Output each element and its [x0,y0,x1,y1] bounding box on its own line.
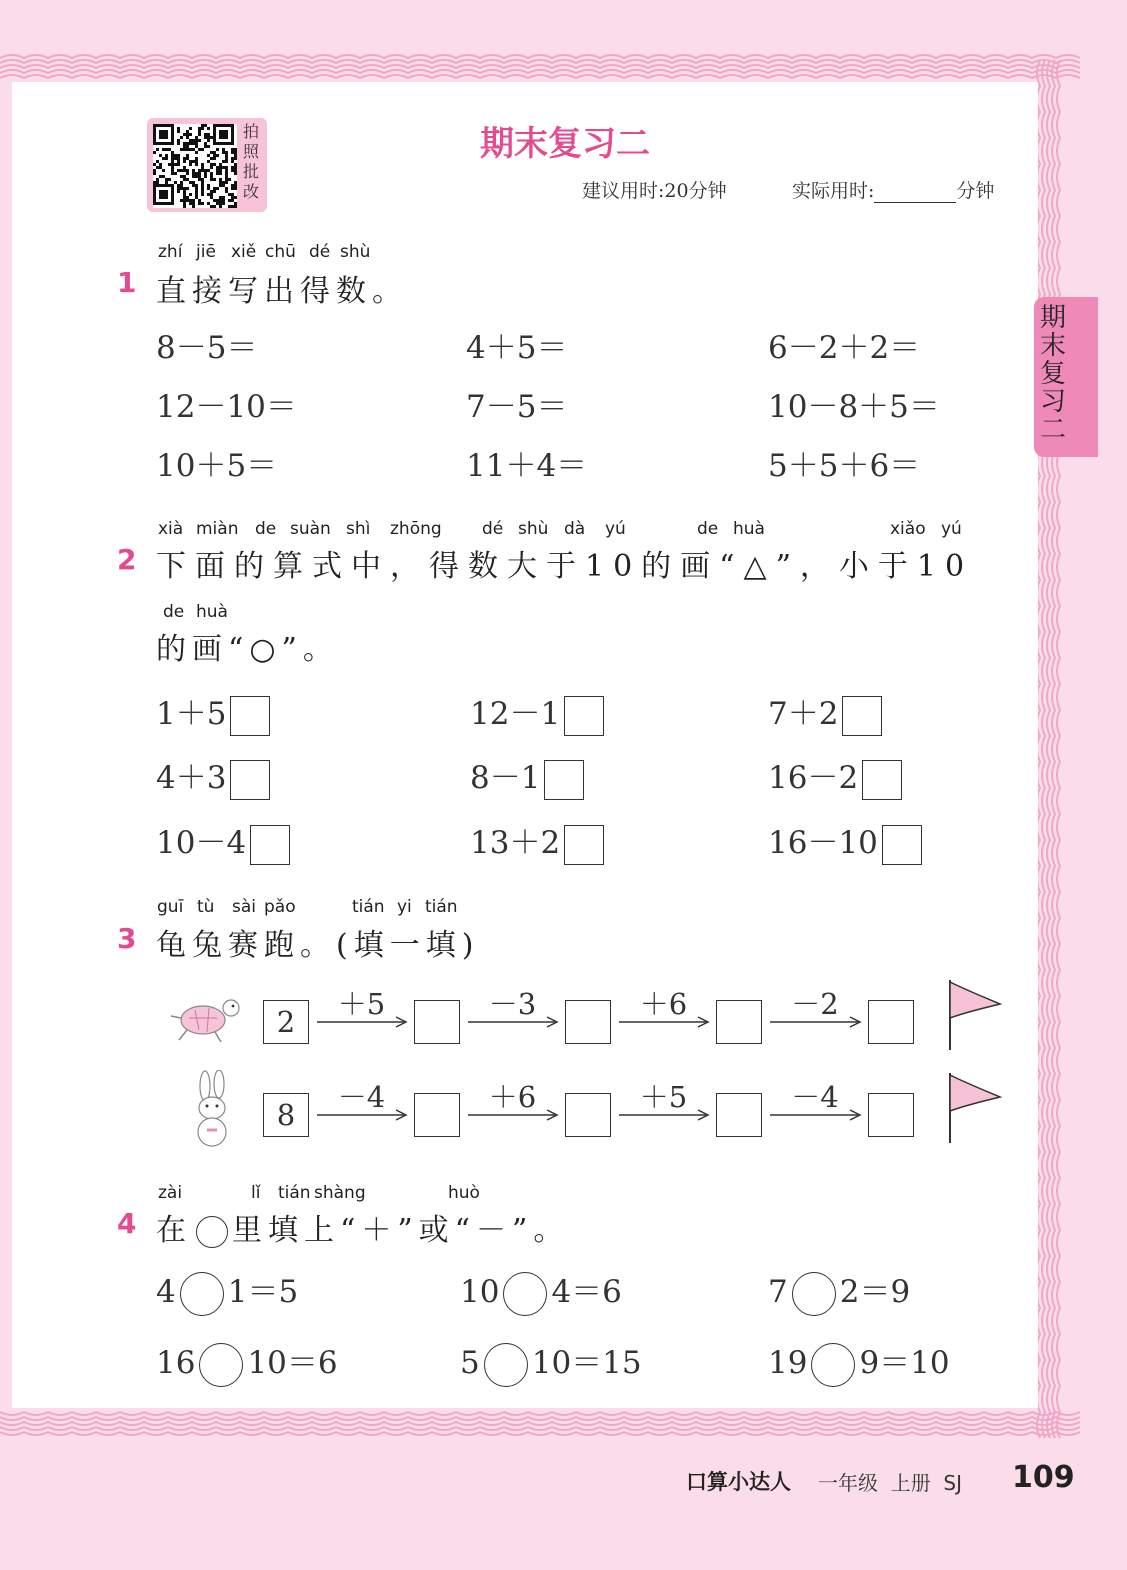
arrow-icon [770,1016,862,1028]
chain-operation: －4 [337,1080,386,1114]
arrow-icon [468,1016,559,1028]
arrow-icon [770,1109,862,1121]
q1-expression: 6－2＋2＝ [768,330,921,366]
q4-right-part: 4＝6 [551,1274,622,1310]
q4-expression [156,1337,338,1387]
q4-left-operand: 19 [768,1345,808,1381]
answer-circle[interactable] [199,1343,243,1387]
pinyin-syllable: de [163,602,185,622]
pinyin-syllable: zhōng [390,519,442,539]
answer-box[interactable] [882,825,922,865]
chain-operation: ＋6 [639,987,688,1021]
pinyin-syllable: shàng [314,1183,366,1203]
q2-expression [156,817,290,865]
pinyin-syllable: xiě [231,242,257,262]
q3-stem: 龟兔赛跑。(填一填) [156,928,480,963]
q4-expression [460,1266,622,1316]
chain-operation: －4 [791,1080,839,1114]
q1-expression: 10－8＋5＝ [768,389,940,425]
q4-left-operand: 10 [460,1274,500,1310]
actual-time [792,176,994,203]
question-number-3: 3 [117,922,137,955]
pinyin-syllable: huà [733,519,765,539]
q4-right-part: 10＝6 [247,1345,338,1381]
pinyin-syllable: chū [265,242,296,262]
q4-expression [768,1337,950,1387]
q4-right-part: 1＝5 [227,1274,299,1310]
q4-right-part: 2＝9 [839,1274,911,1310]
pinyin-syllable: guī [157,897,184,917]
answer-box[interactable] [564,825,604,865]
footer-book-title: 口算小达人 [686,1470,791,1494]
pinyin-syllable: yú [605,519,626,539]
chain-start-box: 8 [263,1093,309,1137]
q1-expression: 7－5＝ [466,389,568,425]
question-number-1: 1 [117,266,137,299]
side-tab-label: 期末复习二 [1040,303,1067,445]
q1-expression: 12－10＝ [156,389,297,425]
q4-left-operand: 7 [768,1274,788,1310]
actual-time-blank[interactable] [874,182,956,203]
qr-code-icon [153,124,237,208]
q4-right-part: 10＝15 [531,1345,642,1381]
pinyin-syllable: huò [448,1183,480,1203]
pinyin-syllable: xiǎo [890,519,926,539]
arrow-icon [619,1109,710,1121]
q2-expression-text: 10－4 [156,825,247,861]
footer-grade: 一年级 上册 SJ [818,1471,963,1495]
qr-label: 拍照批改 [243,122,260,201]
q2-expression-text: 7＋2 [768,696,839,732]
q2-expression-text: 16－2 [768,760,859,796]
chain-operation: －2 [791,987,839,1021]
pinyin-syllable: shù [340,242,371,262]
q4-left-operand: 16 [156,1345,196,1381]
q2-expression-text: 16－10 [768,825,878,861]
q4-stem-after: 里填上“＋”或“－”。 [232,1213,570,1248]
pinyin-syllable: tián [352,897,385,917]
chain-start-box: 2 [263,1000,309,1044]
answer-box[interactable] [414,1000,460,1044]
chain-operation: ＋5 [639,1080,688,1114]
page-number: 109 [1012,1460,1075,1495]
chain-operation: ＋5 [337,987,386,1021]
answer-circle[interactable] [484,1343,528,1387]
pinyin-syllable: de [697,519,719,539]
answer-box[interactable] [230,760,270,800]
q4-stem-before: 在 [156,1213,192,1248]
q4-left-operand: 5 [460,1345,480,1381]
pinyin-syllable: tián [278,1183,311,1203]
pinyin-syllable: dé [482,519,504,539]
pinyin-syllable: dé [309,242,331,262]
q2-expression [470,752,584,800]
turtle-icon [165,988,245,1048]
answer-circle[interactable] [811,1343,855,1387]
pinyin-syllable: de [255,519,277,539]
pinyin-syllable: zài [158,1183,183,1203]
answer-circle[interactable] [792,1272,836,1316]
q2-expression [768,752,902,800]
pinyin-syllable: tián [425,897,458,917]
q2-expression [470,688,604,736]
q4-expression [768,1266,910,1316]
q2-stem-line1: 下面的算式中，得数大于10的画“△”，小于10 [156,549,974,584]
answer-box[interactable] [250,825,290,865]
answer-circle[interactable] [503,1272,547,1316]
q4-right-part: 9＝10 [859,1345,950,1381]
q2-expression [156,752,270,800]
pinyin-syllable: dà [564,519,586,539]
q2-expression-text: 12－1 [470,696,561,732]
pinyin-syllable: sài [232,897,256,917]
q2-expression [156,688,270,736]
finish-flag-icon [946,978,1006,1052]
q1-expression: 5＋5＋6＝ [768,448,921,484]
q1-stem: 直接写出得数。 [156,274,408,309]
pinyin-syllable: shì [346,519,371,539]
pinyin-syllable: tù [197,897,215,917]
actual-time-label: 实际用时: [792,180,875,202]
q2-expression-text: 1＋5 [156,696,227,732]
chain-operation: ＋6 [488,1080,537,1114]
answer-box[interactable] [868,1093,914,1137]
q1-expression: 10＋5＝ [156,448,278,484]
pinyin-syllable: yi [397,897,412,917]
q2-expression [768,817,922,865]
answer-box[interactable] [565,1000,611,1044]
pinyin-syllable: pǎo [264,897,296,917]
answer-box[interactable] [842,696,882,736]
pinyin-syllable: miàn [196,519,239,539]
chain-operation: －3 [488,987,537,1021]
q4-stem [156,1205,569,1249]
q2-expression [768,688,882,736]
answer-box[interactable] [544,760,584,800]
q4-expression [156,1266,298,1316]
pinyin-syllable: huà [196,602,228,622]
arrow-icon [317,1016,408,1028]
answer-box[interactable] [414,1093,460,1137]
answer-box[interactable] [230,696,270,736]
pinyin-syllable: lǐ [251,1183,261,1203]
answer-box[interactable] [868,1000,914,1044]
q4-left-operand: 4 [156,1274,176,1310]
q1-expression: 4＋5＝ [466,330,568,366]
answer-circle[interactable] [180,1272,224,1316]
q2-stem-line2: 的画“○”。 [156,632,339,667]
circle-icon [196,1216,228,1248]
q2-expression-text: 8－1 [470,760,541,796]
rabbit-icon [185,1070,241,1150]
pinyin-syllable: yú [941,519,962,539]
q4-expression [460,1337,642,1387]
q2-expression-text: 13＋2 [470,825,561,861]
answer-box[interactable] [716,1093,762,1137]
answer-box[interactable] [564,696,604,736]
qr-code-panel[interactable] [147,118,267,212]
pinyin-syllable: suàn [290,519,331,539]
pinyin-syllable: jiē [196,242,216,262]
q1-expression: 8－5＝ [156,330,258,366]
pinyin-syllable: zhí [158,242,183,262]
actual-time-unit: 分钟 [956,180,995,202]
q1-expression: 11＋4＝ [466,448,588,484]
arrow-icon [619,1016,710,1028]
q2-expression [470,817,604,865]
answer-box[interactable] [716,1000,762,1044]
question-number-2: 2 [117,543,137,576]
page-title: 期末复习二 [480,124,650,164]
answer-box[interactable] [565,1093,611,1137]
pinyin-syllable: xià [158,519,184,539]
answer-box[interactable] [862,760,902,800]
arrow-icon [317,1109,408,1121]
suggested-time: 建议用时:20分钟 [582,180,727,202]
question-number-4: 4 [117,1207,137,1240]
pinyin-syllable: shù [518,519,549,539]
arrow-icon [468,1109,559,1121]
q2-expression-text: 4＋3 [156,760,227,796]
finish-flag-icon [946,1071,1006,1145]
